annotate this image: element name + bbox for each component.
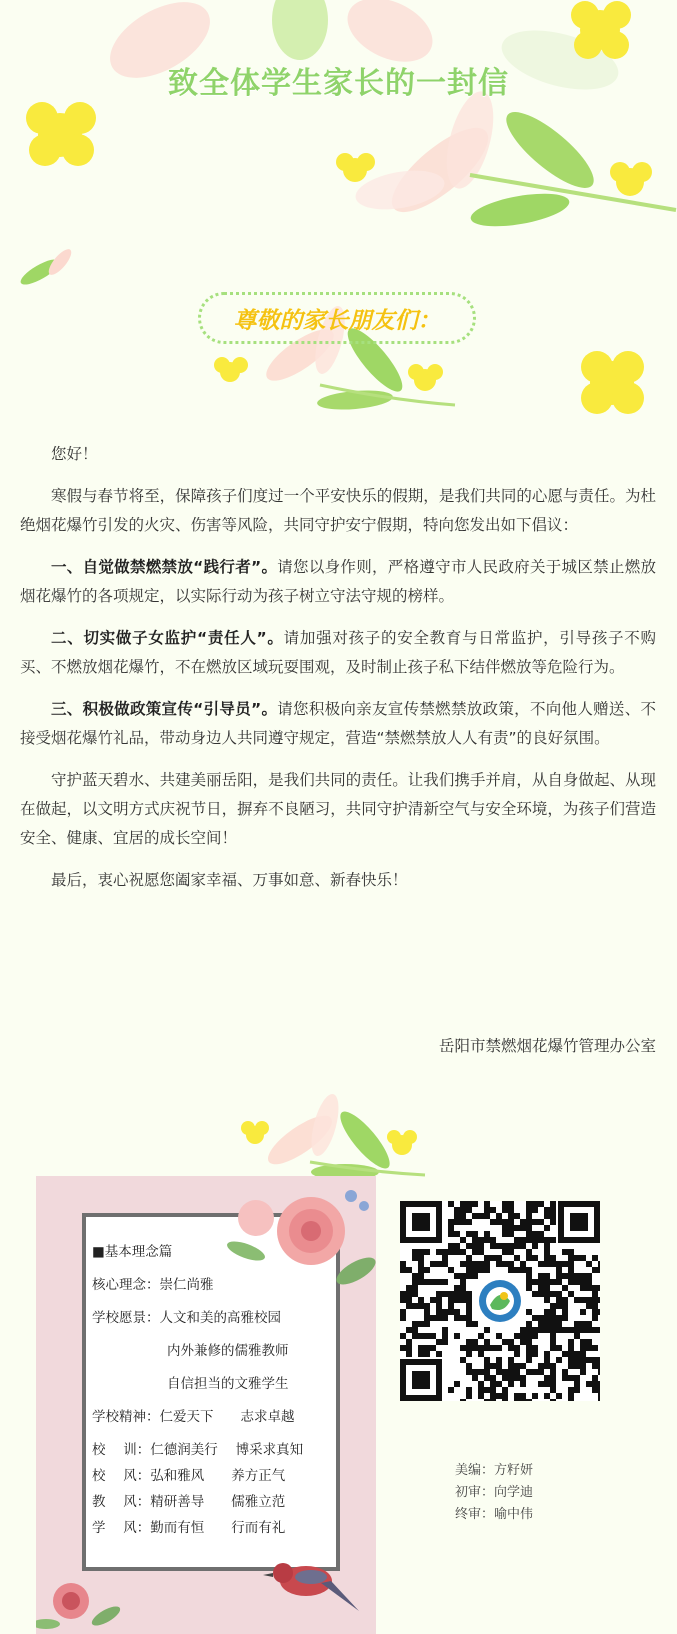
point-heading: 一、自觉做禁燃禁放“践行者”。: [51, 558, 278, 576]
card-row: [92, 1306, 281, 1326]
qr-finder-top-left: [400, 1201, 442, 1243]
letter-hello: 您好！: [51, 445, 98, 463]
card-row-value: 弘和雅风 养方正气: [150, 1468, 286, 1484]
card-row-value: 仁爱天下 志求卓越: [159, 1409, 295, 1425]
credit-first-review: 初审：向学迪: [455, 1485, 534, 1500]
point-body: 请加强对孩子的安全教育与日常监护，引导孩子不购买、不燃放烟花爆竹，不在燃放区域玩耍围观，及时制止孩子私下结伴燃放等危险行为。: [20, 629, 656, 676]
card-row: [92, 1273, 214, 1293]
card-row-label: 核心理念：: [92, 1277, 160, 1293]
card-row: [92, 1405, 295, 1425]
page-title: 致全体学生家长的一封信: [168, 66, 509, 101]
letter-point-1: [20, 553, 656, 611]
letter-closing: 守护蓝天碧水、共建美丽岳阳，是我们共同的责任。让我们携手并肩，从自身做起、从现在做起，以文明方式庆祝节日，摒弃不良陋习，共同守护清新空气与安全环境，为孩子们营造安全、健康、宜居的成长空间！: [20, 771, 656, 847]
point-heading: 二、切实做子女监护“责任人”。: [51, 629, 284, 647]
card-row-value: 勤而有恒 行而有礼: [150, 1520, 286, 1536]
letter-wishes: 最后，衷心祝愿您阖家幸福、万事如意、新春快乐！: [51, 871, 408, 889]
card-row-value: 内外兼修的儒雅教师: [167, 1343, 289, 1359]
card-row: [92, 1516, 285, 1536]
qr-code[interactable]: [400, 1201, 600, 1401]
card-row-value: 精研善导 儒雅立范: [150, 1494, 286, 1510]
card-row-value: 人文和美的高雅校园: [159, 1310, 281, 1326]
card-row: [167, 1372, 289, 1392]
card-row-label: 学校愿景：: [92, 1310, 160, 1326]
qr-finder-bottom-left: [400, 1359, 442, 1401]
floral-divider-decoration: [230, 1090, 430, 1180]
greeting-banner: [198, 292, 476, 344]
card-row: [92, 1438, 303, 1458]
point-body: 请您以身作则，严格遵守市人民政府关于城区禁止燃放烟花爆竹的各项规定，以实际行动为孩子树立守法守规的榜样。: [20, 558, 656, 605]
card-row-value: 崇仁尚雅: [159, 1277, 214, 1293]
credit-designer: 美编：方籽妍: [455, 1463, 534, 1478]
flower-corner-icon: [36, 1566, 126, 1634]
card-row-label: 校 风：: [92, 1468, 151, 1484]
credits: [455, 1460, 533, 1526]
greeting-text: 尊敬的家长朋友们：: [233, 307, 441, 334]
card-row-value: 仁德润美行 博采求真知: [150, 1442, 304, 1458]
letter-intro: 寒假与春节将至，保障孩子们度过一个平安快乐的假期，是我们共同的心愿与责任。为杜绝烟花爆竹引发的火灾、伤害等风险，共同守护安宁假期，特向您发出如下倡议：: [20, 487, 656, 534]
point-heading: 三、积极做政策宣传“引导员”。: [51, 700, 278, 718]
signature: 岳阳市禁燃烟花爆竹管理办公室: [438, 1037, 656, 1055]
letter-body: [20, 440, 656, 908]
card-row: [167, 1339, 289, 1359]
letter-point-3: [20, 695, 656, 753]
card-row: [92, 1464, 285, 1484]
card-row: [92, 1490, 285, 1510]
point-body: 请您积极向亲友宣传禁燃禁放政策，不向他人赠送、不接受烟花爆竹礼品，带动身边人共同遵守规定，营造“禁燃禁放人人有责”的良好氛围。: [20, 700, 656, 747]
bird-icon: [261, 1541, 361, 1621]
card-row-label: 教 风：: [92, 1494, 151, 1510]
card-row-label: 校 训：: [92, 1442, 151, 1458]
credit-final-review: 终审：喻中伟: [455, 1507, 534, 1522]
card-row-label: 学校精神：: [92, 1409, 160, 1425]
letter-point-2: [20, 624, 656, 682]
card-row-label: 学 风：: [92, 1520, 151, 1536]
card-heading: ■基本理念篇: [92, 1244, 173, 1260]
card-row-value: 自信担当的文雅学生: [167, 1376, 289, 1392]
rose-decoration-icon: [216, 1176, 376, 1296]
qr-finder-top-right: [558, 1201, 600, 1243]
